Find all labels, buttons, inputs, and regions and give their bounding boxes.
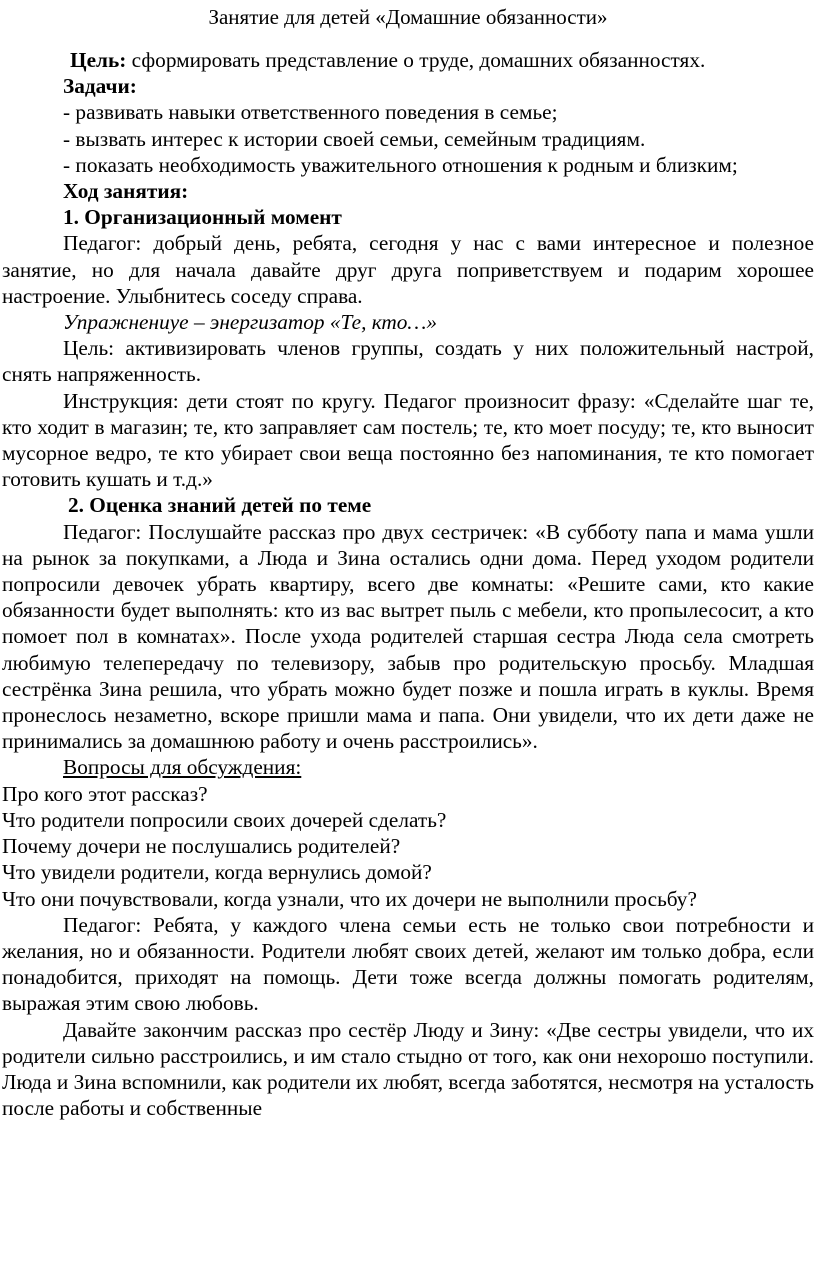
task-item: - вызвать интерес к истории своей семьи, семейным традициям. [63,126,646,151]
teacher-talk-paragraph: Педагог: Ребята, у каждого члена семьи есть не только свои потребности и желания, но и обязанности. Родители любят своих детей, желают им только добра, если понадобится, приходят на помощь. Дети тоже всегда должны помогать родителям, выражая этим свою любовь. [2,912,814,1016]
section1-heading: 1. Организационный момент [63,205,342,230]
question-item: Про кого этот рассказ? [2,781,208,806]
aim-paragraph: Цель: активизировать членов группы, создать у них положительный настрой, снять напряженность. [2,336,814,387]
story-paragraph: Педагог: Послушайте рассказ про двух сестричек: «В субботу папа и мама ушли на рынок за покупками, а Люда и Зина остались одни дома. Перед уходом родители попросили девочек убрать квартиру, всего две комнаты: «Решите сами, кто какие обязанности будет выполнять: кто из вас вытрет пыль с мебели, кто пропылесосит, а кто помоет пол в комнатах». После ухода родителей старшая сестра Люда села смотреть любимую телепередачу по телевизору, забыв про родительскую просьбу. Младшая сестрёнка Зина решила, что убрать можно будет позже и пошла играть в куклы. Время пронеслось незаметно, вскоре пришли мама и папа. Они увидели, что их дети даже не принимались за домашнюю работу и очень расстроились». [2,519,814,754]
questions-heading: Вопросы для обсуждения: [63,755,302,780]
document-title: Занятие для детей «Домашние обязанности» [208,5,608,29]
task-item: - показать необходимость уважительного отношения к родным и близким; [63,152,738,177]
question-item: Что увидели родители, когда вернулись домой? [2,860,432,885]
exercise-title: Упражнениye – энергизатор «Те, кто…» [63,310,438,335]
goal-text: сформировать представление о труде, домашних обязанностях. [126,48,706,72]
finish-story-paragraph: Давайте закончим рассказ про сестёр Люду и Зину: «Две сестры увидели, что их родители сильно расстроились, и им стало стыдно от того, как они нехорошо поступили. Люда и Зина вспомнили, как родители их любят, всегда заботятся, несмотря на усталость после работы и собственные [2,1017,814,1121]
question-item: Что они почувствовали, когда узнали, что их дочери не выполнили просьбу? [2,886,697,911]
task-item: - развивать навыки ответственного поведения в семье; [63,100,558,125]
tasks-heading: Задачи: [63,74,137,99]
goal-paragraph [2,47,814,73]
instruction-paragraph: Инструкция: дети стоят по кругу. Педагог произносит фразу: «Сделайте шаг те, кто ходит в магазин; те, кто заправляет сам постель; те, кто моет посуду; те, кто выносит мусорное ведро, те кто убирает свои веща постоянно без напоминания, те кто помогает готовить кушать и т.д.» [2,388,814,492]
course-heading: Ход занятия: [63,179,189,204]
question-item: Почему дочери не послушались родителей? [2,834,401,859]
greeting-paragraph: Педагог: добрый день, ребята, сегодня у нас с вами интересное и полезное занятие, но для начала давайте друг друга поприветствуем и подарим хорошее настроение. Улыбнитесь соседу справа. [2,231,814,308]
goal-label: Цель: [70,48,127,72]
section2-heading: 2. Оценка знаний детей по теме [68,493,372,518]
question-item: Что родители попросили своих дочерей сделать? [2,807,447,832]
